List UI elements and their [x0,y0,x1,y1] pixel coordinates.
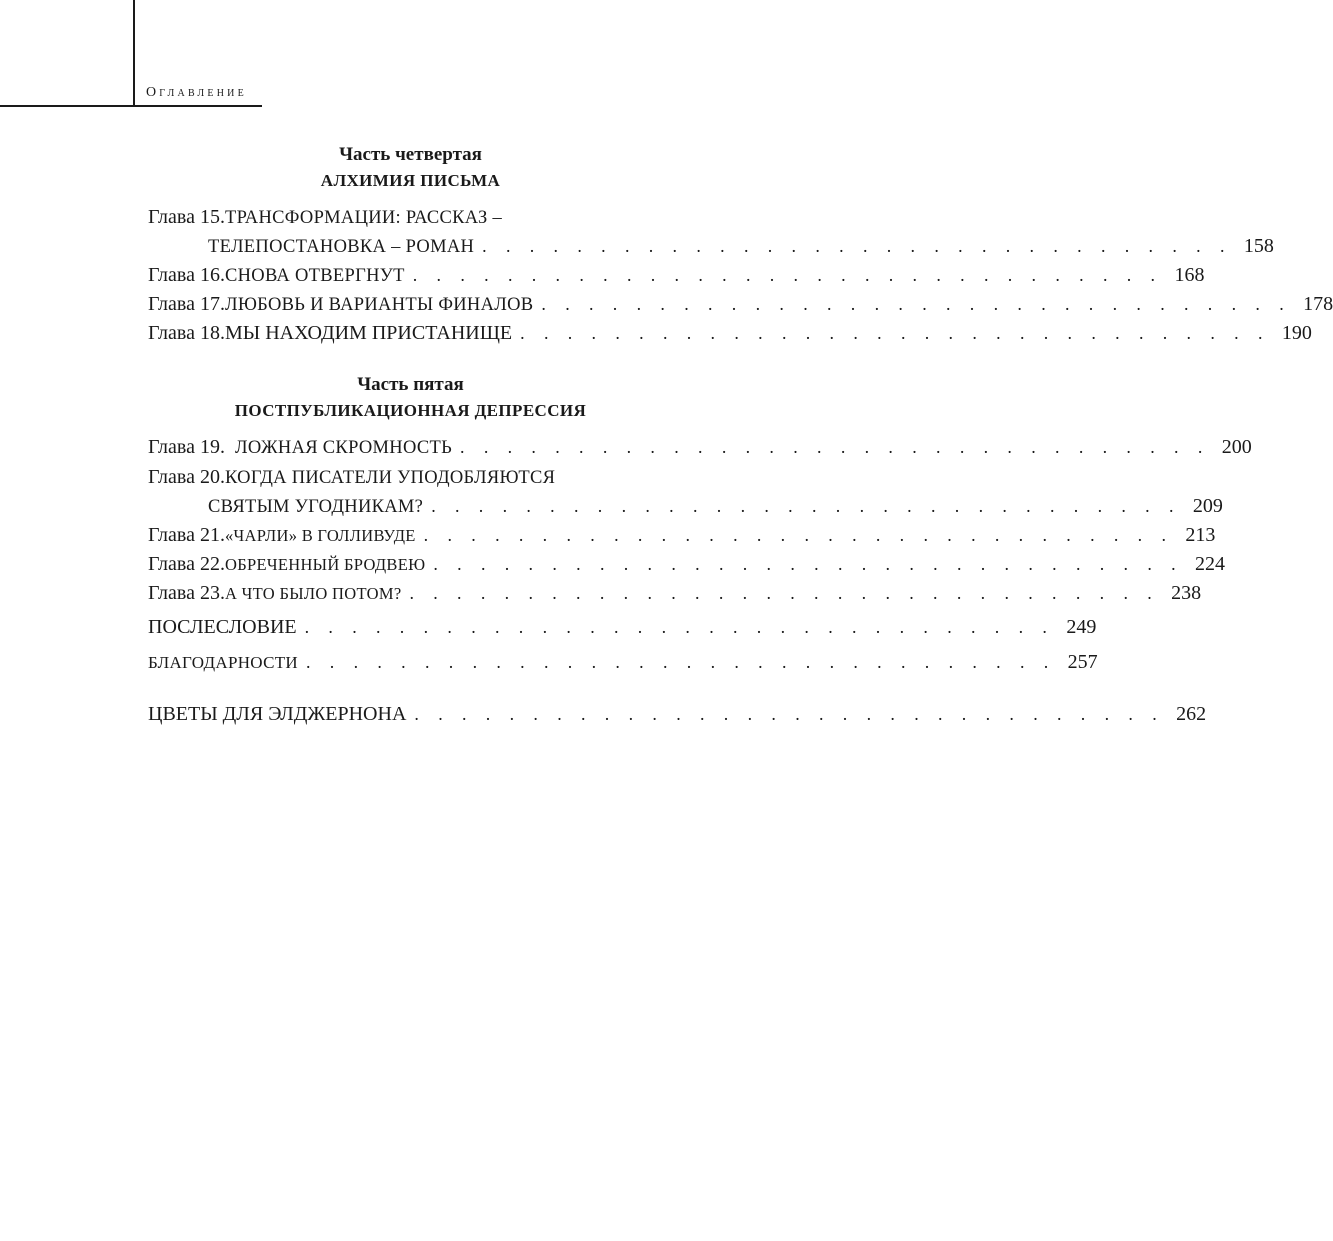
dot-leader: . . . . . . . . . . . . . . . . . . . . . . . . . . . . . . . . [520,323,1270,343]
toc-page-number: 249 [1066,616,1097,638]
toc-entry-title: ЛОЖНАЯ СКРОМНОСТЬ [234,438,453,458]
toc-entry-prefix: Глава 23. [148,582,225,604]
dot-leader: . . . . . . . . . . . . . . . . . . . . . . . . . . . . . . . . [414,704,1165,724]
toc-entry-flowers-for-algernon[interactable] [148,703,1207,732]
toc-entry-title: ТРАНСФОРМАЦИИ: РАССКАЗ – [224,208,503,228]
toc-entry-ch19[interactable] [148,436,1252,465]
part-4-heading [148,144,673,191]
toc-page-number: 262 [1176,703,1207,725]
part-5-title: ПОСТПУБЛИКАЦИОННАЯ ДЕПРЕССИЯ [234,401,587,420]
running-head: Оглавление [146,85,247,100]
toc-entry-ch21[interactable] [148,524,1216,553]
dot-leader: . . . . . . . . . . . . . . . . . . . . . . . . . . . . . . . . [433,554,1184,574]
toc-entry-prefix: Глава 21. [148,524,225,546]
toc-entry-prefix: Глава 20. [148,466,225,488]
part-5-label: Часть пятая [357,374,464,395]
toc-page-number: 190 [1281,322,1312,344]
toc-entry-title: СНОВА ОТВЕРГНУТ [224,266,405,286]
toc-entry-ch15-cont[interactable] [208,235,1274,264]
toc-entry-title: ЛЮБОВЬ И ВАРИАНТЫ ФИНАЛОВ [224,295,534,315]
toc-entry-prefix: Глава 18. [148,322,225,344]
toc-entry-title: ЦВЕТЫ ДЛЯ ЭЛДЖЕРНОНА [148,703,407,725]
margin-rule-vertical [133,0,135,107]
toc-page-number: 257 [1067,651,1098,673]
toc-page-number: 238 [1171,582,1202,604]
part-4-title: АЛХИМИЯ ПИСЬМА [320,171,501,190]
dot-leader: . . . . . . . . . . . . . . . . . . . . . . . . . . . . . . . . [541,294,1292,314]
toc-entry-ch20[interactable] [148,466,673,495]
toc-entry-ch17[interactable] [148,293,1333,322]
toc-entry-title: ТЕЛЕПОСТАНОВКА – РОМАН [208,237,475,257]
part-5-heading [148,374,673,421]
toc-page-number: 158 [1243,235,1274,257]
toc-entry-title: МЫ НАХОДИМ ПРИСТАНИЩЕ [224,322,513,344]
dot-leader: . . . . . . . . . . . . . . . . . . . . . . . . . . . . . . . . [412,265,1163,285]
toc-page-number: 200 [1221,436,1252,458]
toc-entry-title: БЛАГОДАРНОСТИ [148,653,298,672]
dot-leader: . . . . . . . . . . . . . . . . . . . . . . . . . . . . . . . . [423,525,1174,545]
toc-entry-prefix: Глава 19. [148,436,235,458]
dot-leader: . . . . . . . . . . . . . . . . . . . . . . . . . . . . . . . . [482,236,1232,256]
toc-page-number: 209 [1192,495,1223,517]
margin-rule-horizontal [0,105,262,107]
toc-entry-prefix: Глава 22. [148,553,225,575]
toc-entry-ch18[interactable] [148,322,1312,351]
toc-entry-ch23[interactable] [148,582,1202,611]
toc-entry-title: А ЧТО БЫЛО ПОТОМ? [224,584,402,603]
toc-entry-title: ПОСЛЕСЛОВИЕ [148,616,297,638]
toc-entry-ch20-cont[interactable] [208,495,1223,524]
toc-entry-title: КОГДА ПИСАТЕЛИ УПОДОБЛЯЮТСЯ [224,468,556,488]
toc-page-number: 224 [1195,553,1226,575]
toc-entry-afterword[interactable] [148,616,1097,645]
toc-entry-acknowledgements[interactable] [148,651,1098,680]
toc-entry-ch15[interactable] [148,206,673,235]
dot-leader: . . . . . . . . . . . . . . . . . . . . . . . . . . . . . . . . [460,437,1210,457]
toc-entry-ch22[interactable] [148,553,1226,582]
toc-entry-title: «ЧАРЛИ» В ГОЛЛИВУДЕ [224,526,416,545]
part-4-label: Часть четвертая [339,144,482,165]
toc-page-number: 213 [1185,524,1216,546]
dot-leader: . . . . . . . . . . . . . . . . . . . . . . . . . . . . . . . . [431,496,1181,516]
toc-entry-title: СВЯТЫМ УГОДНИКАМ? [208,497,424,517]
toc-entry-prefix: Глава 16. [148,264,225,286]
dot-leader: . . . . . . . . . . . . . . . . . . . . . . . . . . . . . . . . [305,652,1056,672]
toc-entry-prefix: Глава 15. [148,206,225,228]
toc-entry-title: ОБРЕЧЕННЫЙ БРОДВЕЮ [224,555,426,574]
dot-leader: . . . . . . . . . . . . . . . . . . . . . . . . . . . . . . . . [304,617,1055,637]
toc-entry-ch16[interactable] [148,264,1205,293]
dot-leader: . . . . . . . . . . . . . . . . . . . . . . . . . . . . . . . . [409,583,1160,603]
toc-entry-prefix: Глава 17. [148,293,225,315]
toc-page-number: 178 [1303,293,1333,315]
toc-page-number: 168 [1174,264,1205,286]
